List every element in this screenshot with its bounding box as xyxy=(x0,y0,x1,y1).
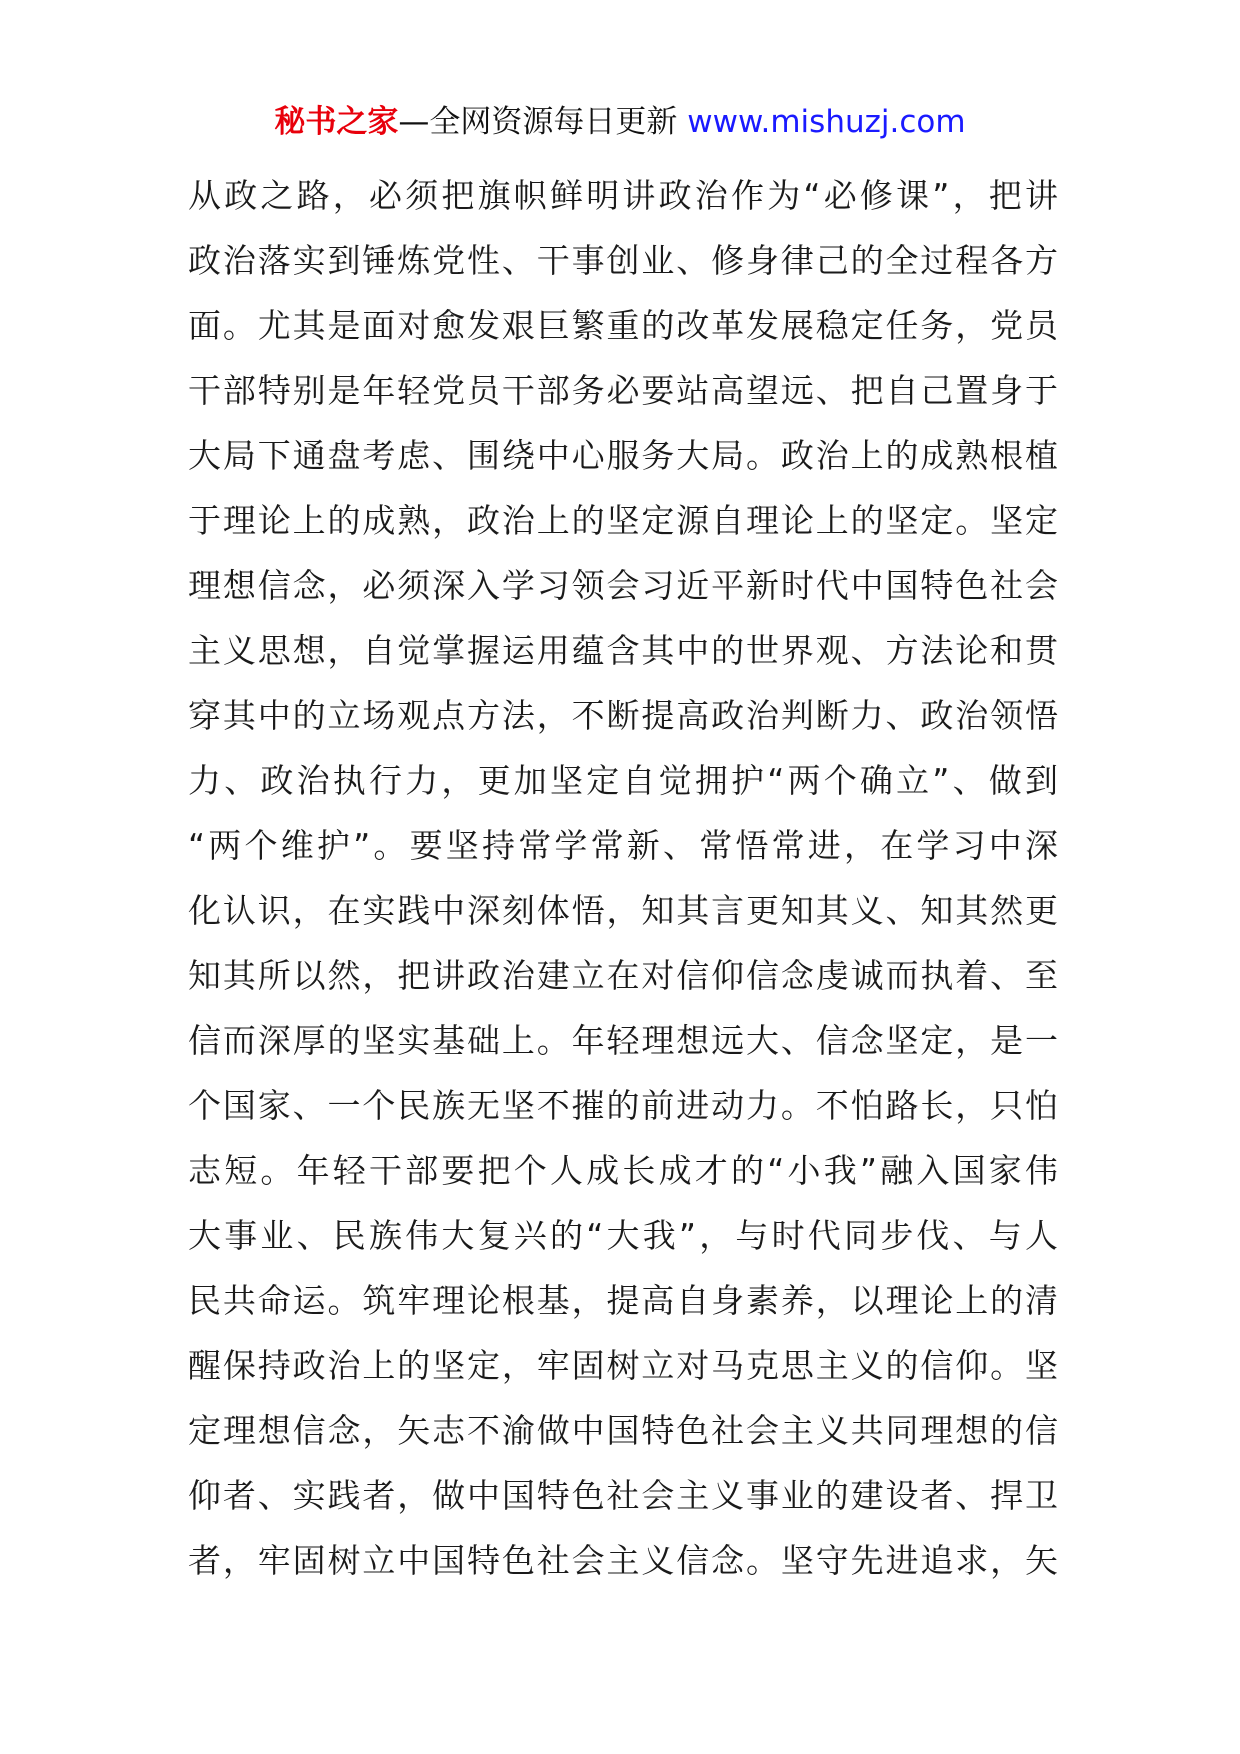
text-line: 者，牢固树立中国特色社会主义信念。坚守先进追求，矢 xyxy=(188,1541,1058,1580)
text-line: 政治落实到锤炼党性、干事创业、修身律己的全过程各方 xyxy=(188,241,1058,280)
text-line: 知其所以然，把讲政治建立在对信仰信念虔诚而执着、至 xyxy=(188,956,1058,995)
text-line: 仰者、实践者，做中国特色社会主义事业的建设者、捍卫 xyxy=(188,1476,1058,1515)
text-line: 信而深厚的坚实基础上。年轻理想远大、信念坚定，是一 xyxy=(188,1021,1058,1060)
body-paragraph xyxy=(188,163,1058,1593)
text-line: “两个维护”。要坚持常学常新、常悟常进，在学习中深 xyxy=(188,826,1058,865)
text-line: 于理论上的成熟，政治上的坚定源自理论上的坚定。坚定 xyxy=(188,501,1058,540)
text-line: 民共命运。筑牢理论根基，提高自身素养，以理论上的清 xyxy=(188,1281,1058,1320)
text-line: 定理想信念，矢志不渝做中国特色社会主义共同理想的信 xyxy=(188,1411,1058,1450)
text-line: 面。尤其是面对愈发艰巨繁重的改革发展稳定任务，党员 xyxy=(188,306,1058,345)
text-line: 志短。年轻干部要把个人成长成才的“小我”融入国家伟 xyxy=(188,1151,1058,1190)
page-header xyxy=(0,100,1240,144)
text-line: 大事业、民族伟大复兴的“大我”，与时代同步伐、与人 xyxy=(188,1216,1058,1255)
text-line: 理想信念，必须深入学习领会习近平新时代中国特色社会 xyxy=(188,566,1058,605)
text-line: 主义思想，自觉掌握运用蕴含其中的世界观、方法论和贯 xyxy=(188,631,1058,670)
text-line: 干部特别是年轻党员干部务必要站高望远、把自己置身于 xyxy=(188,371,1058,410)
text-line: 化认识，在实践中深刻体悟，知其言更知其义、知其然更 xyxy=(188,891,1058,930)
site-tagline: —全网资源每日更新 xyxy=(398,104,678,140)
text-line: 大局下通盘考虑、围绕中心服务大局。政治上的成熟根植 xyxy=(188,436,1058,475)
text-line: 从政之路，必须把旗帜鲜明讲政治作为“必修课”，把讲 xyxy=(188,176,1058,215)
text-line: 穿其中的立场观点方法，不断提高政治判断力、政治领悟 xyxy=(188,696,1058,735)
site-url-link[interactable]: www.mishuzj.com xyxy=(687,104,966,140)
text-line: 醒保持政治上的坚定，牢固树立对马克思主义的信仰。坚 xyxy=(188,1346,1058,1385)
text-line: 个国家、一个民族无坚不摧的前进动力。不怕路长，只怕 xyxy=(188,1086,1058,1125)
site-brand: 秘书之家 xyxy=(274,104,399,140)
text-line: 力、政治执行力，更加坚定自觉拥护“两个确立”、做到 xyxy=(188,761,1058,800)
